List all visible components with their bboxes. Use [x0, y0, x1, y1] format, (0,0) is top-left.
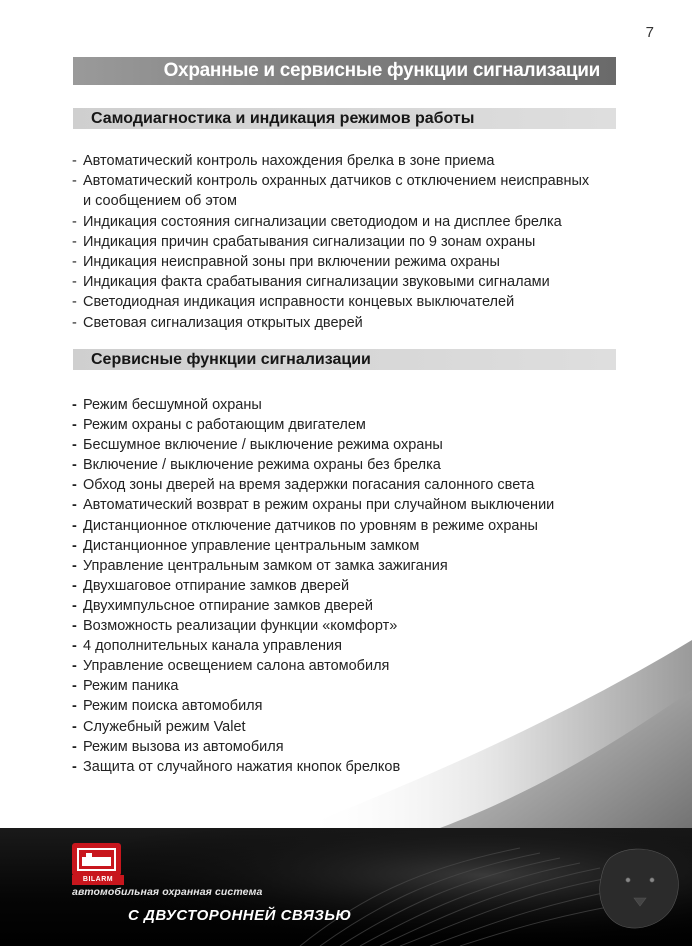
- list-item: - Индикация неисправной зоны при включении режима охраны: [72, 254, 500, 271]
- list-item: - Защита от случайного нажатия кнопок брелков: [72, 758, 401, 775]
- list-item-text: Защита от случайного нажатия кнопок брелков: [83, 758, 401, 775]
- list-item-text: Индикация состояния сигнализации светодиодом и на дисплее брелка: [83, 213, 562, 230]
- list-item: - Управление освещением салона автомобиля: [72, 658, 390, 675]
- self-diagnostics-list: [72, 151, 589, 333]
- list-item-text: Дистанционное управление центральным замком: [83, 537, 420, 554]
- list-item: - Автоматический контроль нахождения брелка в зоне приема: [72, 153, 495, 169]
- list-item: - Автоматический возврат в режим охраны при случайном выключении: [72, 497, 555, 514]
- list-item: - Дистанционное управление центральным замком: [72, 537, 420, 554]
- list-item-text: Режим поиска автомобиля: [83, 698, 263, 715]
- list-item: - Управление центральным замком от замка зажигания: [72, 557, 448, 574]
- list-item: - Режим охраны с работающим двигателем: [72, 417, 366, 434]
- list-item-text: Управление освещением салона автомобиля: [83, 658, 390, 675]
- list-item-text: Режим вызова из автомобиля: [83, 738, 284, 755]
- list-item: - Обход зоны дверей на время задержки погасания салонного света: [72, 477, 535, 494]
- list-item: - Включение / выключение режима охраны без брелка: [72, 457, 441, 474]
- list-item: - Служебный режим Valet: [72, 718, 246, 735]
- list-item: - Индикация причин срабатывания сигнализации по 9 зонам охраны: [72, 233, 536, 250]
- list-item-text: Индикация факта срабатывания сигнализации звуковыми сигналами: [83, 274, 550, 291]
- list-item: - Световая сигнализация открытых дверей: [72, 314, 363, 331]
- list-item: - Режим бесшумной охраны: [72, 397, 262, 413]
- section-header-self-diagnostics: Самодиагностика и индикация режимов работы: [73, 108, 616, 129]
- list-item: - Возможность реализации функции «комфорт»: [72, 618, 398, 635]
- footer-banner: [0, 828, 692, 946]
- list-item: - Режим поиска автомобиля: [72, 698, 263, 715]
- list-item-text: Возможность реализации функции «комфорт»: [83, 618, 398, 635]
- list-item: - Дистанционное отключение датчиков по уровням в режиме охраны: [72, 517, 538, 534]
- list-item: - Индикация факта срабатывания сигнализации звуковыми сигналами: [72, 274, 550, 291]
- page-number: 7: [645, 24, 654, 41]
- list-item-text: Светодиодная индикация исправности концевых выключателей: [83, 294, 515, 311]
- list-item: - 4 дополнительных канала управления: [72, 638, 343, 655]
- list-item-text: Служебный режим Valet: [83, 718, 246, 735]
- list-item-text: Индикация причин срабатывания сигнализации по 9 зонам охраны: [83, 233, 536, 250]
- footer-tagline: автомобильная охранная система: [72, 886, 263, 898]
- list-item-text: Индикация неисправной зоны при включении режима охраны: [83, 254, 500, 271]
- list-item-text: Включение / выключение режима охраны без брелка: [83, 457, 441, 474]
- list-item-text: Режим охраны с работающим двигателем: [83, 417, 366, 434]
- list-item: - Автоматический контроль охранных датчиков с отключением неисправных и сообщением об этом: [72, 171, 589, 211]
- list-item-continuation: и сообщением об этом: [83, 193, 237, 210]
- list-item-text: Световая сигнализация открытых дверей: [83, 314, 363, 331]
- list-item-text: Режим паника: [83, 678, 179, 695]
- list-item-text: Бесшумное включение / выключение режима охраны: [83, 437, 443, 454]
- list-item-text: 4 дополнительных канала управления: [83, 638, 343, 655]
- list-item-text: Обход зоны дверей на время задержки погасания салонного света: [83, 477, 535, 494]
- list-item-text: Управление центральным замком от замка зажигания: [83, 557, 448, 574]
- brand-name: BILARM: [72, 875, 124, 885]
- bilarm-logo: [72, 843, 121, 876]
- list-item-text: Автоматический возврат в режим охраны при случайном выключении: [83, 497, 555, 514]
- list-item: - Режим паника: [72, 678, 179, 695]
- list-item: - Режим вызова из автомобиля: [72, 738, 284, 755]
- main-title: Охранные и сервисные функции сигнализации: [73, 57, 616, 85]
- list-item: - Двухимпульсное отпирание замков дверей: [72, 597, 373, 614]
- service-functions-list: [72, 395, 554, 777]
- list-item-text: Двухшаговое отпирание замков дверей: [83, 577, 350, 594]
- list-item-text: Автоматический контроль нахождения брелка в зоне приема: [83, 153, 495, 169]
- list-item: - Двухшаговое отпирание замков дверей: [72, 577, 350, 594]
- list-item: - Светодиодная индикация исправности концевых выключателей: [72, 294, 515, 311]
- list-item-text: Дистанционное отключение датчиков по уровням в режиме охраны: [83, 517, 538, 534]
- list-item-text: Двухимпульсное отпирание замков дверей: [83, 597, 373, 614]
- section-header-service-functions: Сервисные функции сигнализации: [73, 349, 616, 370]
- list-item: - Индикация состояния сигнализации светодиодом и на дисплее брелка: [72, 213, 562, 230]
- footer-tagline-secondary: С ДВУСТОРОННЕЙ СВЯЗЬЮ: [128, 907, 352, 924]
- list-item: - Бесшумное включение / выключение режима охраны: [72, 437, 443, 454]
- list-item-text: Режим бесшумной охраны: [83, 397, 262, 413]
- list-item-text: Автоматический контроль охранных датчиков с отключением неисправных: [83, 173, 590, 190]
